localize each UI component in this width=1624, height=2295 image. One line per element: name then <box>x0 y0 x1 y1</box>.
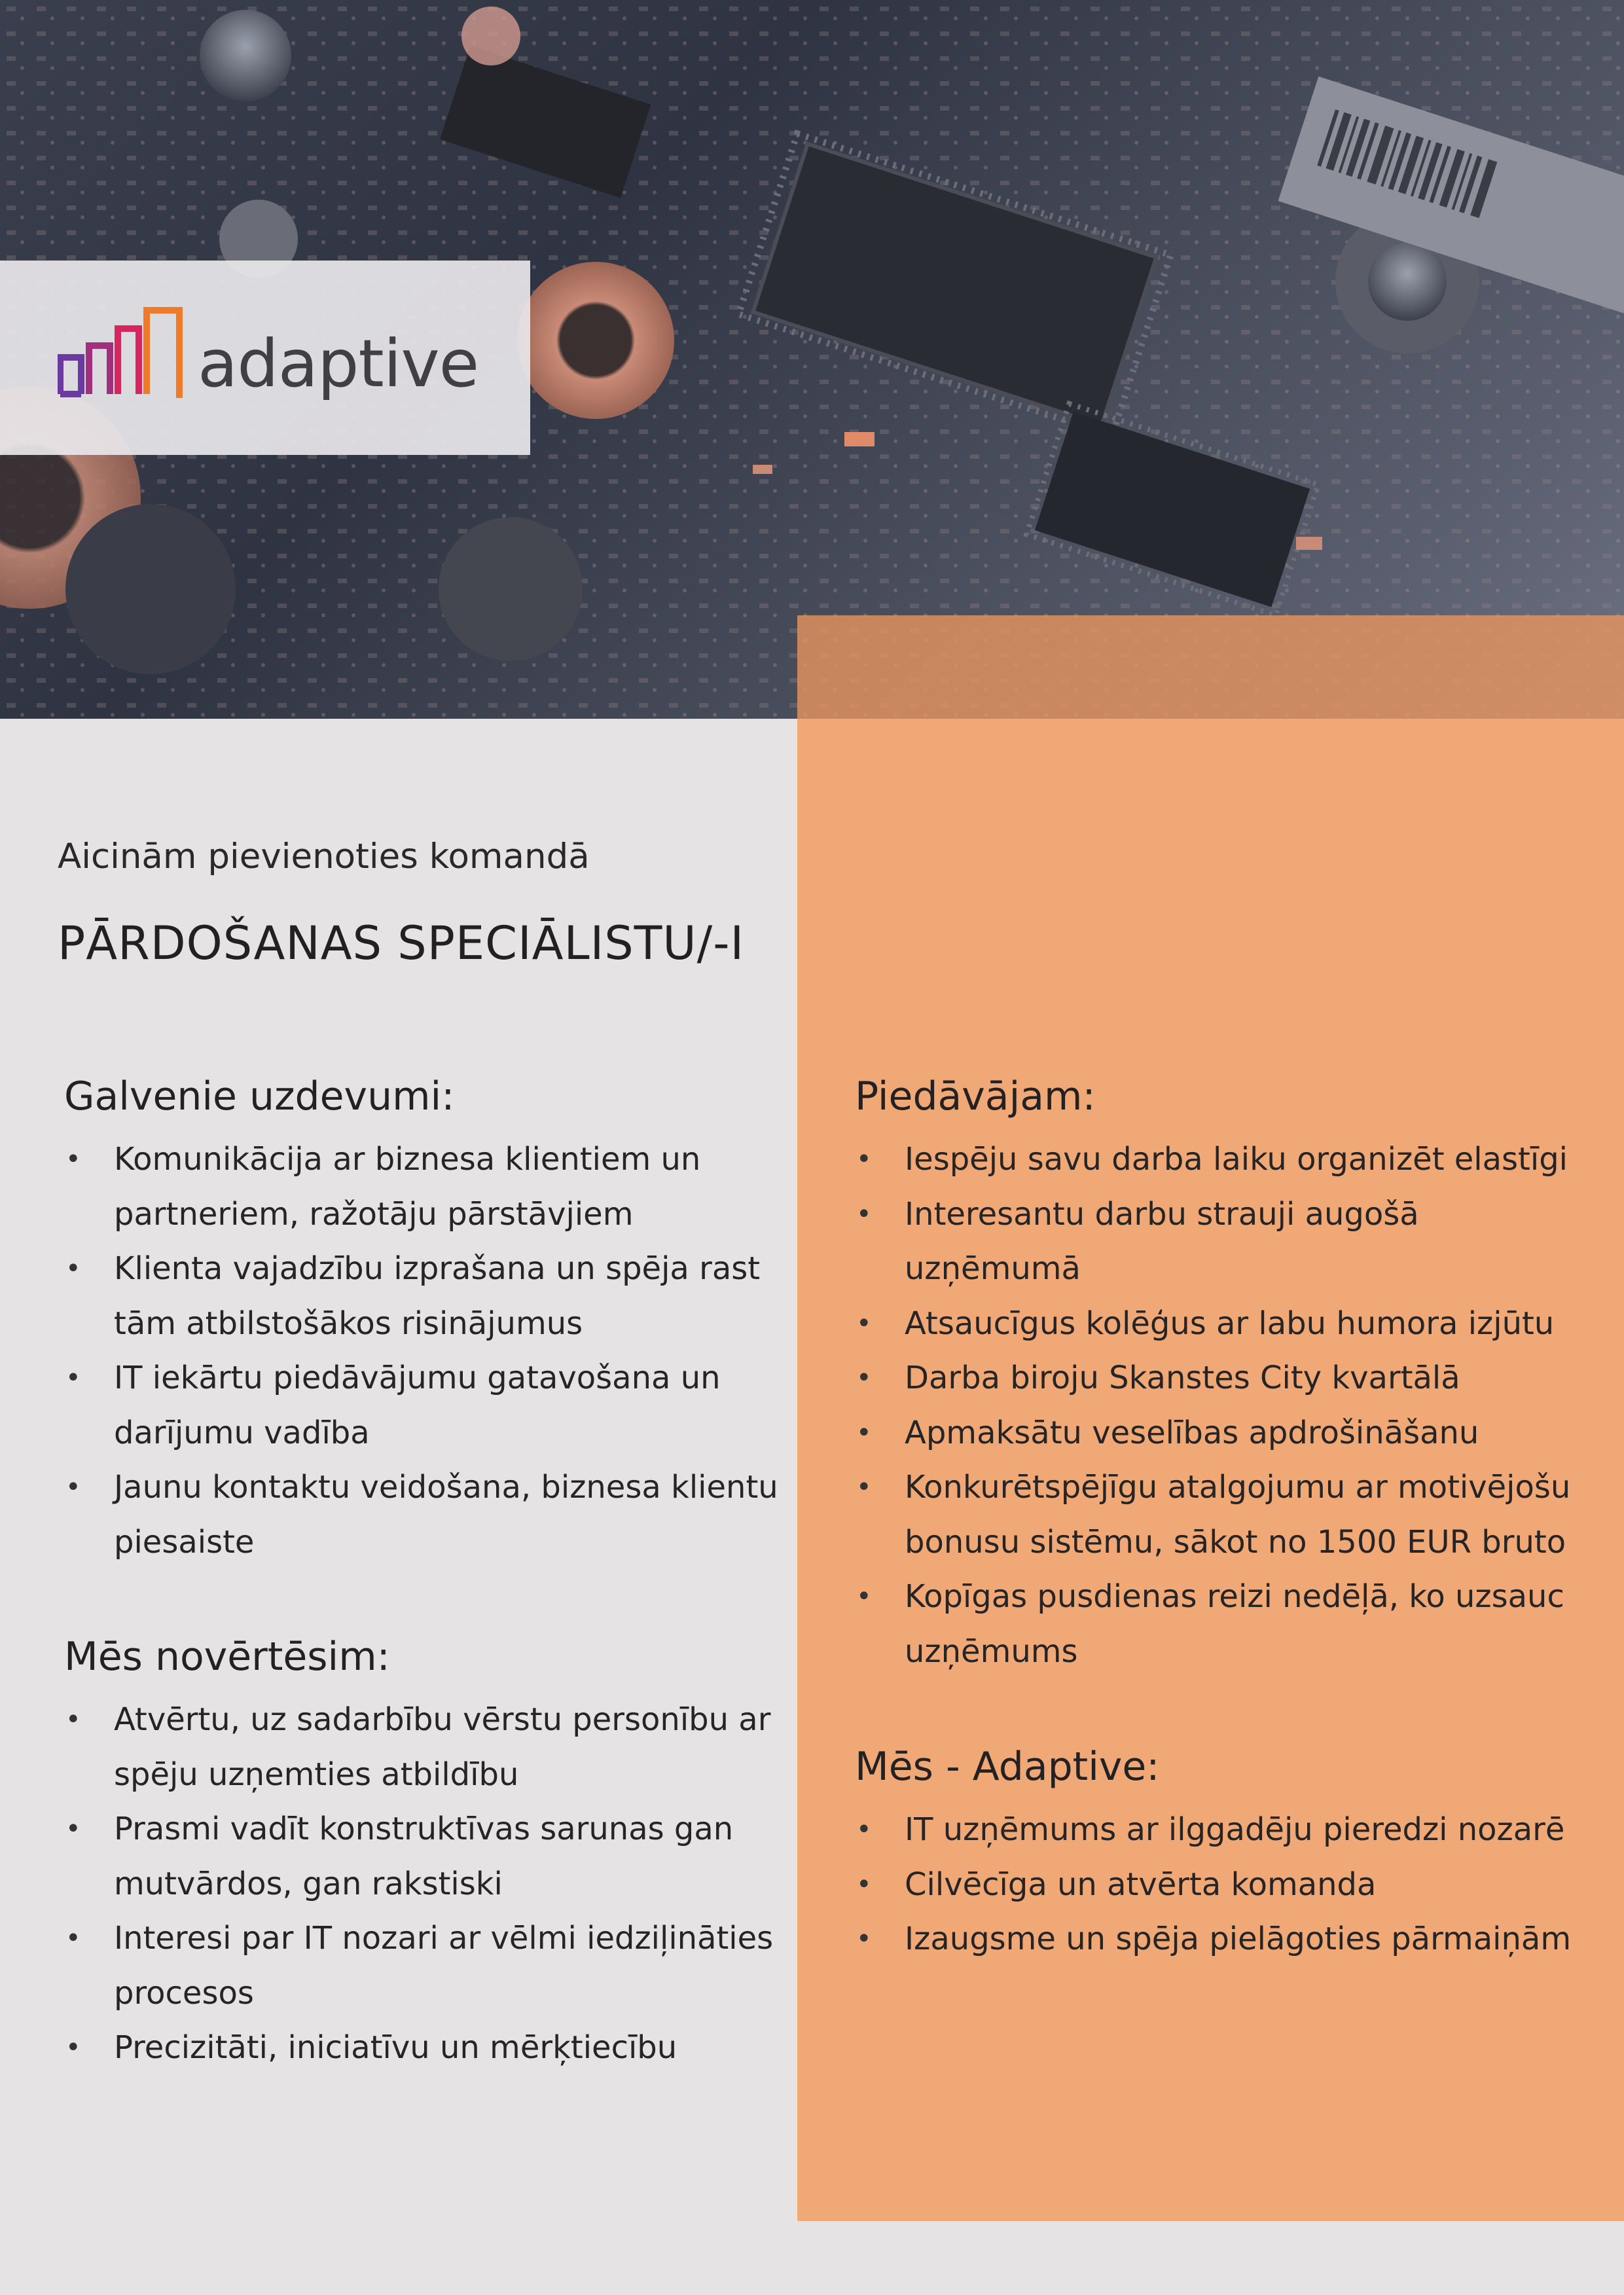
bullet-icon: • <box>65 1472 81 1502</box>
tasks-heading: Galvenie uzdevumi: <box>64 1074 455 1119</box>
bullet-icon: • <box>65 1144 81 1174</box>
offer-list <box>855 1132 1608 1679</box>
list-item: • Interesi par IT nozari ar vēlmi iedziļināties procesos <box>64 1911 784 2021</box>
bullet-icon: • <box>856 1417 872 1448</box>
bullet-icon: • <box>856 1581 872 1612</box>
bullet-icon: • <box>856 1363 872 1393</box>
logo-panel <box>0 261 530 455</box>
list-item: • Kopīgas pusdienas reizi nedēļā, ko uzsauc uzņēmums <box>855 1570 1608 1679</box>
list-item: • Izaugsme un spēja pielāgoties pārmaiņām <box>855 1912 1608 1967</box>
bullet-icon: • <box>856 1199 872 1229</box>
values-list <box>64 1693 784 2076</box>
list-item: • Precizitāti, iniciatīvu un mērķtiecību <box>64 2021 784 2076</box>
bullet-icon: • <box>856 1144 872 1174</box>
list-item: • Atvērtu, uz sadarbību vērstu personību ar spēju uzņemties atbildību <box>64 1693 784 1802</box>
values-heading: Mēs novērtēsim: <box>64 1634 390 1680</box>
bullet-icon: • <box>65 1923 81 1953</box>
bullet-icon: • <box>856 1308 872 1339</box>
bullet-icon: • <box>65 1705 81 1735</box>
bullet-icon: • <box>65 2033 81 2063</box>
about-heading: Mēs - Adaptive: <box>855 1744 1160 1790</box>
list-item: • Darba biroju Skanstes City kvartālā <box>855 1351 1608 1406</box>
list-item: • Iespēju savu darba laiku organizēt elastīgi <box>855 1132 1608 1187</box>
orange-overlay-band <box>797 615 1624 719</box>
list-item: • Apmaksātu veselības apdrošināšanu <box>855 1406 1608 1461</box>
bullet-icon: • <box>65 1363 81 1393</box>
bullet-icon: • <box>65 1814 81 1844</box>
list-item: • Klienta vajadzību izprašana un spēja rast tām atbilstošākos risinājumus <box>64 1242 784 1351</box>
bullet-icon: • <box>856 1815 872 1845</box>
offer-section <box>855 1070 1608 1679</box>
logo-wordmark: adaptive <box>198 325 479 402</box>
tasks-section <box>64 1070 784 1570</box>
about-list <box>855 1803 1608 1967</box>
job-title: PĀRDOŠANAS SPECIĀLISTU/-I <box>58 916 745 970</box>
list-item: • Komunikācija ar biznesa klientiem un partneriem, ražotāju pārstāvjiem <box>64 1132 784 1242</box>
bullet-icon: • <box>856 1869 872 1900</box>
tasks-list <box>64 1132 784 1570</box>
list-item: • Konkurētspējīgu atalgojumu ar motivējošu bonusu sistēmu, sākot no 1500 EUR bruto <box>855 1460 1608 1570</box>
list-item: • Prasmi vadīt konstruktīvas sarunas gan mutvārdos, gan rakstiski <box>64 1802 784 1911</box>
intro-text: Aicinām pievienoties komandā <box>58 837 590 876</box>
bullet-icon: • <box>856 1924 872 1954</box>
bullet-icon: • <box>65 1254 81 1284</box>
offer-heading: Piedāvājam: <box>855 1074 1096 1119</box>
list-item: • Interesantu darbu strauji augošā uzņēmumā <box>855 1187 1608 1297</box>
list-item: • IT iekārtu piedāvājumu gatavošana un darījumu vadība <box>64 1351 784 1460</box>
adaptive-logo-icon <box>58 306 189 398</box>
list-item: • IT uzņēmums ar ilggadēju pieredzi nozarē <box>855 1803 1608 1858</box>
list-item: • Atsaucīgus kolēģus ar labu humora izjūtu <box>855 1297 1608 1352</box>
values-section <box>64 1630 784 2076</box>
about-section <box>855 1740 1608 1967</box>
bullet-icon: • <box>856 1472 872 1502</box>
list-item: • Cilvēcīga un atvērta komanda <box>855 1858 1608 1913</box>
list-item: • Jaunu kontaktu veidošana, biznesa klientu piesaiste <box>64 1460 784 1570</box>
